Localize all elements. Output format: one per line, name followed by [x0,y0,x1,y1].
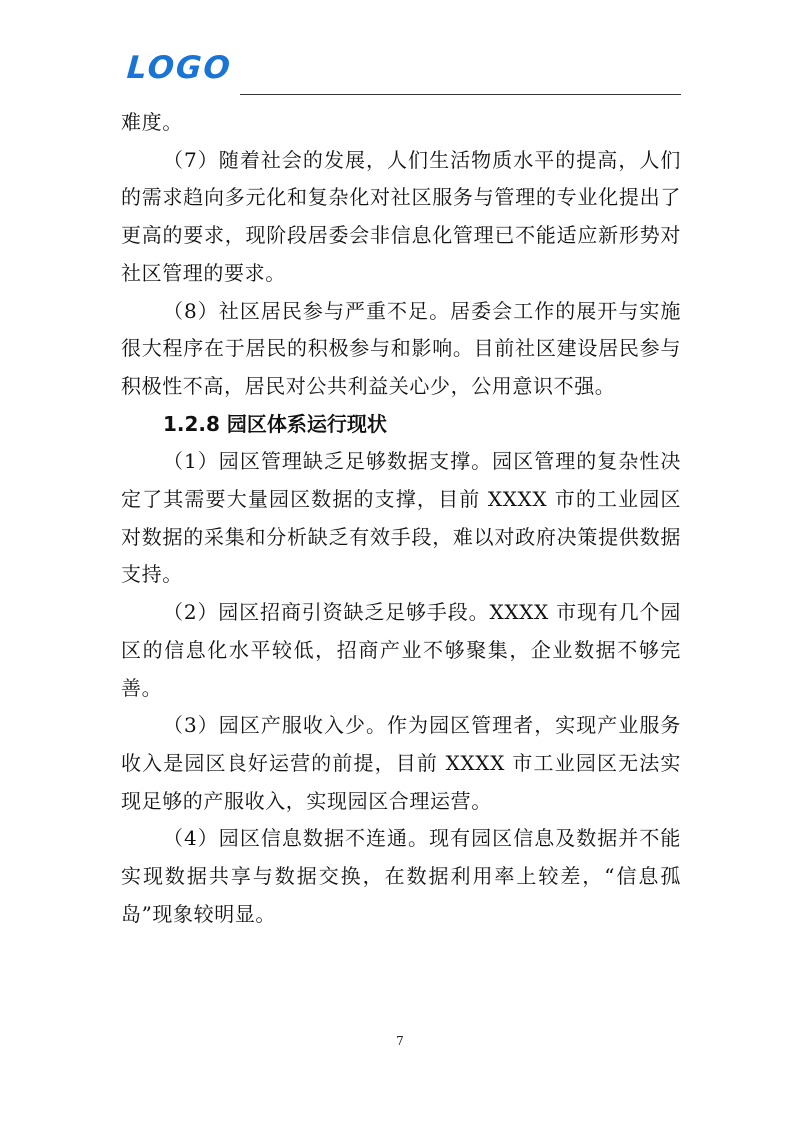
paragraph-park-3: （3）园区产服收入少。作为园区管理者，实现产业服务收入是园区良好运营的前提，目前 XXXX 市工业园区无法实现足够的产服收入，实现园区合理运营。 [121,713,681,813]
section-heading: 1.2.8 园区体系运行现状 [163,411,387,436]
paragraph-park-4: （4）园区信息数据不连通。现有园区信息及数据并不能实现数据共享与数据交换，在数据利用率上较差，“信息孤岛”现象较明显。 [121,826,681,926]
document-body [121,104,681,933]
paragraph-park-2: （2）园区招商引资缺乏足够手段。XXXX 市现有几个园区的信息化水平较低，招商产业不够聚集，企业数据不够完善。 [121,600,681,700]
paragraph-item-7: （7）随着社会的发展，人们生活物质水平的提高，人们的需求趋向多元化和复杂化对社区服务与管理的专业化提出了更高的要求，现阶段居委会非信息化管理已不能适应新形势对社区管理的要求。 [121,147,681,285]
logo: LOGO [125,50,234,86]
paragraph-continuation: 难度。 [121,110,183,134]
page-number: 7 [396,1034,404,1048]
paragraph-item-8: （8）社区居民参与严重不足。居委会工作的展开与实施很大程序在于居民的积极参与和影响。目前社区建设居民参与积极性不高，居民对公共利益关心少，公用意识不强。 [121,298,681,398]
header-divider [240,94,681,95]
paragraph-park-1: （1）园区管理缺乏足够数据支撑。园区管理的复杂性决定了其需要大量园区数据的支撑，目前 XXXX 市的工业园区对数据的采集和分析缺乏有效手段，难以对政府决策提供数据支持。 [121,449,681,587]
